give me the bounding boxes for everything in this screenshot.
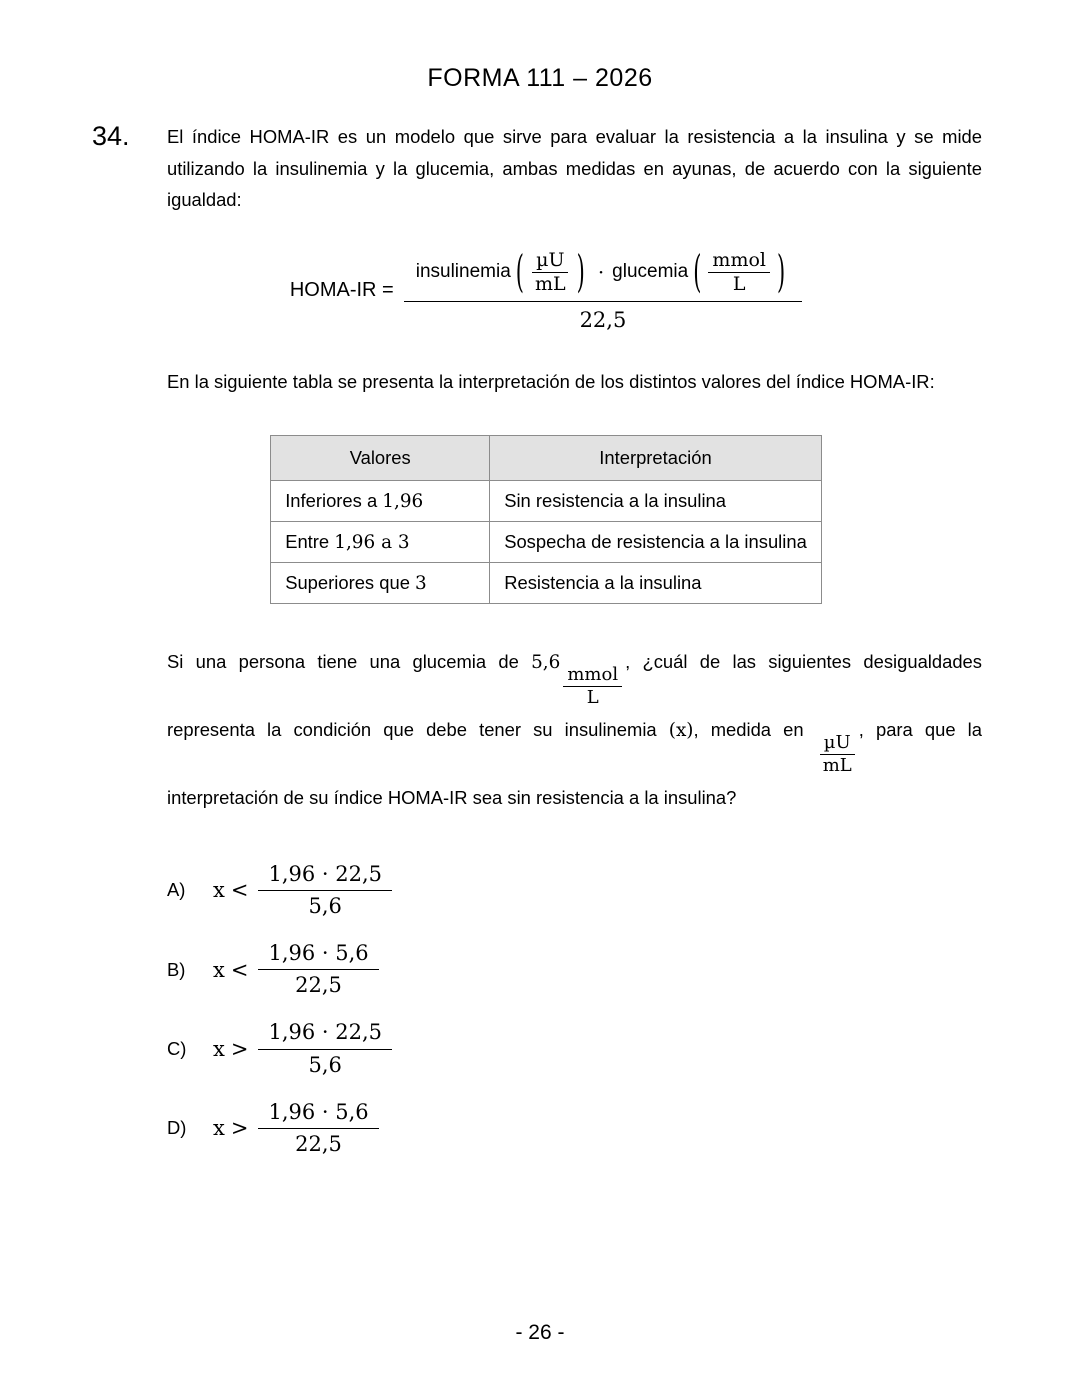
option-c-fraction (258, 1020, 392, 1077)
option-a-letter: A) (167, 879, 186, 901)
table-header-row (271, 436, 822, 481)
glucemia-unit (708, 250, 770, 295)
option-a-denominator: 5,6 (308, 893, 342, 918)
table-cell-interpretacion: Sospecha de resistencia a la insulina (490, 522, 822, 563)
prompt-part-2: , ¿cuál de las siguientes desigualdades representa la condición que debe tener su insulinemia (167, 651, 982, 741)
insulinemia-unit-inline-numerator: µU (820, 733, 855, 755)
insulinemia-unit-numerator: µU (532, 250, 568, 273)
option-c[interactable] (167, 1020, 1000, 1077)
paren-open-2: ( (693, 247, 702, 298)
paren-open-1: ( (515, 247, 524, 298)
option-b-variable: x (213, 957, 225, 982)
glucemia-label: glucemia (612, 261, 689, 283)
valor-prefix-1: Inferiores a (285, 490, 383, 512)
option-c-numerator: 1,96 · 22,5 (258, 1020, 392, 1049)
question-number: 34. (92, 121, 130, 151)
interpretation-table (270, 435, 822, 604)
option-a-numerator: 1,96 · 22,5 (258, 862, 392, 891)
option-b-letter: B) (167, 958, 186, 980)
option-c-letter: C) (167, 1038, 187, 1060)
insulinemia-label: insulinemia (415, 261, 511, 283)
question-body (0, 121, 1080, 1157)
option-d-numerator: 1,96 · 5,6 (258, 1100, 378, 1129)
glucemia-unit-inline-numerator: mmol (563, 665, 622, 687)
option-d-variable: x (213, 1116, 225, 1141)
valor-number-3: 3 (415, 573, 427, 595)
page-footer: - 26 - (515, 1321, 565, 1344)
glucemia-unit-numerator: mmol (708, 250, 770, 273)
glucemia-unit-inline-denominator: L (586, 687, 599, 709)
glucemia-unit-denominator: L (732, 272, 746, 295)
option-d[interactable] (167, 1100, 1000, 1157)
option-b[interactable] (167, 941, 1000, 998)
option-b-numerator: 1,96 · 5,6 (258, 941, 378, 970)
table-body (271, 481, 822, 604)
option-a-expression (213, 862, 392, 919)
option-d-fraction (258, 1100, 378, 1157)
insulinemia-unit-denominator: mL (534, 272, 566, 295)
option-d-letter: D) (167, 1117, 187, 1139)
insulinemia-unit (531, 250, 570, 295)
option-a[interactable] (167, 862, 1000, 919)
option-c-denominator: 5,6 (308, 1052, 342, 1077)
valor-number-1: 1,96 (382, 491, 424, 513)
formula-denominator: 22,5 (579, 307, 627, 332)
formula-lhs: HOMA-IR = (289, 279, 394, 302)
option-b-relation: < (230, 957, 249, 982)
valor-number-2: 1,96 (334, 532, 376, 554)
formula-numerator (404, 247, 802, 302)
option-b-denominator: 22,5 (295, 973, 342, 998)
paren-close-2: ) (776, 247, 786, 298)
prompt-part-4: , para que la interpretación de su índice HOMA-IR sea sin resistencia a la insulina? (167, 719, 982, 809)
valor-prefix-2: Entre (285, 531, 335, 553)
table-cell-interpretacion: Sin resistencia a la insulina (490, 481, 822, 522)
option-c-relation: > (230, 1037, 249, 1062)
option-c-variable: x (213, 1037, 225, 1062)
option-a-variable: x (213, 878, 225, 903)
table-cell-valor (271, 481, 490, 522)
valor-suffix-2: a 3 (375, 532, 410, 554)
table-header-interpretacion: Interpretación (490, 436, 822, 481)
table-cell-valor (271, 563, 490, 604)
homa-ir-formula (92, 247, 1000, 332)
question-stem: El índice HOMA-IR es un modelo que sirve para evaluar la resistencia a la insulina y se mide utilizando la insulinemia y la glucemia, ambas medidas en ayunas, de acuerdo con la siguiente igualdad: (167, 126, 982, 211)
multiplication-dot: · (597, 260, 605, 285)
option-b-expression (213, 941, 379, 998)
insulinemia-unit-inline (819, 733, 856, 776)
insulinemia-unit-inline-denominator: mL (822, 755, 852, 777)
table-cell-interpretacion: Resistencia a la insulina (490, 563, 822, 604)
option-b-fraction (258, 941, 378, 998)
option-d-denominator: 22,5 (295, 1131, 342, 1156)
prompt-part-3: , medida en (693, 719, 816, 741)
table-intro-text: En la siguiente tabla se presenta la interpretación de los distintos valores del índice HOMA-IR: (167, 370, 935, 392)
table-row (271, 522, 822, 563)
answer-options (167, 862, 1000, 1158)
variable-x: (x) (668, 720, 694, 742)
table-row (271, 481, 822, 522)
option-c-expression (213, 1020, 392, 1077)
valor-prefix-3: Superiores que (285, 572, 416, 594)
formula-fraction (404, 247, 802, 332)
page-header: FORMA 111 – 2026 (427, 64, 653, 92)
table-head (271, 436, 822, 481)
paren-close-1: ) (576, 247, 585, 298)
glucemia-value: 5,6 (531, 652, 561, 674)
question-prompt (167, 640, 982, 819)
interpretation-table-wrapper (92, 435, 1000, 604)
table-cell-valor (271, 522, 490, 563)
option-d-relation: > (230, 1116, 249, 1141)
option-a-relation: < (230, 878, 249, 903)
glucemia-unit-inline (563, 665, 622, 708)
option-d-expression (213, 1100, 379, 1157)
table-header-valores: Valores (271, 436, 490, 481)
table-row (271, 563, 822, 604)
option-a-fraction (258, 862, 392, 919)
prompt-part-1: Si una persona tiene una glucemia de (167, 651, 532, 673)
